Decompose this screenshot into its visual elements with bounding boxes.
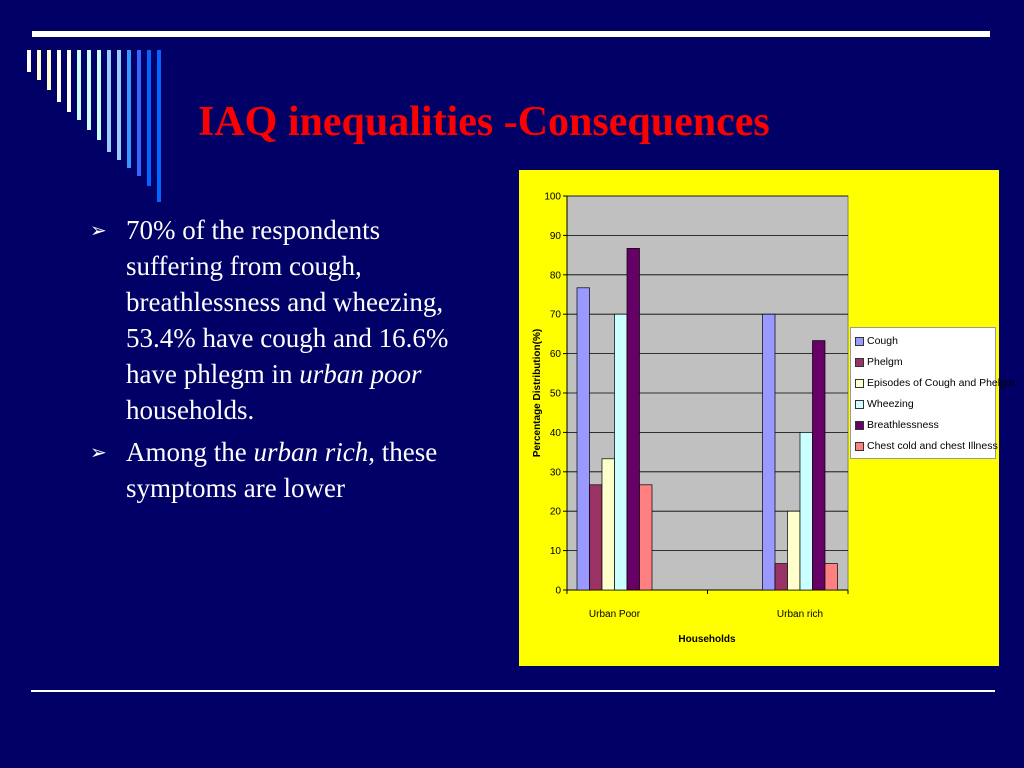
bullet-text-emphasis: urban poor — [299, 359, 422, 389]
legend-label: Episodes of Cough and Phelgm — [867, 377, 1015, 389]
legend-swatch — [855, 337, 864, 346]
bar-breathlessness — [627, 248, 640, 590]
y-tick-label: 10 — [549, 546, 561, 558]
legend-label: Chest cold and chest Illness — [867, 440, 998, 452]
slide-title: IAQ inequalities -Consequences — [198, 99, 770, 145]
x-axis-title: Households — [678, 634, 736, 645]
bullet-text-part: 70% of the respondents suffering from cough, breathlessness and wheezing, 53.4% have cough and 16.6% have phlegm in — [126, 215, 449, 389]
y-tick-label: 30 — [549, 467, 561, 479]
y-tick-label: 20 — [549, 506, 561, 518]
y-tick-label: 60 — [549, 349, 561, 361]
y-axis-title: Percentage Distribution(%) — [532, 328, 543, 458]
legend-item — [855, 436, 998, 456]
arrow-bullet-icon: ➢ — [90, 218, 107, 242]
x-category-label: Urban rich — [776, 609, 824, 620]
legend-swatch — [855, 379, 864, 388]
legend-swatch — [855, 421, 864, 430]
y-tick-label: 0 — [555, 585, 561, 597]
legend-swatch — [855, 358, 864, 367]
bottom-rule — [31, 690, 995, 692]
legend-item — [855, 415, 939, 435]
legend-swatch — [855, 400, 864, 409]
y-tick-label: 90 — [549, 230, 561, 242]
bullet-text-part: Among the — [126, 437, 254, 467]
bar-chest-cold-and-chest-illness — [640, 485, 653, 590]
legend-item — [855, 352, 903, 372]
bar-wheezing — [615, 314, 628, 590]
legend-label: Breathlessness — [867, 419, 939, 431]
legend-swatch — [855, 442, 864, 451]
legend-label: Wheezing — [867, 398, 914, 410]
bar-wheezing — [800, 432, 813, 590]
bar-breathlessness — [813, 341, 826, 590]
x-category-label: Urban Poor — [588, 609, 641, 620]
bar-episodes-of-cough-and-phelgm — [602, 459, 615, 590]
y-tick-label: 80 — [549, 270, 561, 282]
bullet-text-emphasis: urban rich — [253, 437, 369, 467]
y-tick-label: 40 — [549, 427, 561, 439]
bar-phelgm — [590, 485, 603, 590]
bar-episodes-of-cough-and-phelgm — [788, 511, 801, 590]
legend-item — [855, 331, 898, 351]
bar-cough — [577, 288, 590, 590]
bar-phelgm — [775, 564, 788, 590]
chart-legend — [850, 327, 1015, 459]
y-tick-label: 70 — [549, 309, 561, 321]
legend-item — [855, 373, 1015, 393]
y-tick-label: 50 — [549, 388, 561, 400]
bullet-text-part: households. — [126, 395, 255, 425]
legend-label: Phelgm — [867, 356, 903, 368]
legend-item — [855, 394, 914, 414]
bar-chest-cold-and-chest-illness — [825, 564, 838, 590]
y-tick-label: 100 — [544, 191, 561, 203]
bullet-text-part: , these symptoms are lower — [126, 437, 438, 503]
arrow-bullet-icon: ➢ — [90, 440, 107, 464]
legend-label: Cough — [867, 335, 898, 347]
bar-cough — [763, 314, 776, 590]
